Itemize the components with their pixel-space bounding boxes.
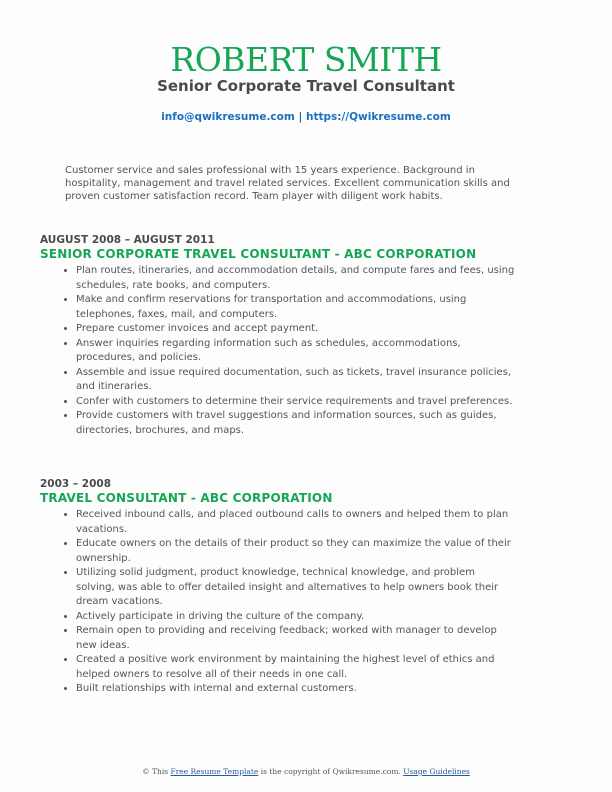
footer [0,767,612,776]
list-item: • Built relationships with internal and external customers. [76,682,516,697]
list-item: • Prepare customer invoices and accept payment. [76,322,516,337]
list-item: • Plan routes, itineraries, and accommodation details, and compute fares and fees, using schedules, rate books, and computers. [76,264,516,293]
list-item: • Remain open to providing and receiving feedback; worked with manager to develop new ideas. [76,624,516,653]
job-bullets [40,508,516,697]
list-item: • Make and confirm reservations for transportation and accommodations, using telephones, faxes, mail, and computers. [76,293,516,322]
footer-copyright: is the copyright of Qwikresume.com. [260,767,401,776]
list-item: • Confer with customers to determine their service requirements and travel preferences. [76,395,516,410]
free-resume-template-link[interactable]: Free Resume Template [170,767,259,776]
job-dates: AUGUST 2008 – AUGUST 2011 [40,234,215,246]
job-dates: 2003 – 2008 [40,478,112,490]
list-item: • Answer inquiries regarding information such as schedules, accommodations, procedures, and policies. [76,337,516,366]
experience-section-1 [40,234,540,438]
list-item: • Actively participate in driving the culture of the company. [76,610,516,625]
list-item: • Educate owners on the details of their product so they can maximize the value of their ownership. [76,537,516,566]
summary: Customer service and sales professional with 15 years experience. Background in hospitality, management and travel related services. Excellent communication skills and proven customer satisfaction record. Team player with diligent work habits. [65,165,510,202]
website-link[interactable]: https://Qwikresume.com [305,111,451,123]
list-item: • Assemble and issue required documentation, such as tickets, travel insurance policies, and itineraries. [76,366,516,395]
list-item: • Created a positive work environment by maintaining the highest level of ethics and helped owners to resolve all of their needs in one call. [76,653,516,682]
job-role: SENIOR CORPORATE TRAVEL CONSULTANT - ABC CORPORATION [40,247,477,261]
list-item: • Received inbound calls, and placed outbound calls to owners and helped them to plan vacations. [76,508,516,537]
job-role: TRAVEL CONSULTANT - ABC CORPORATION [40,491,333,505]
footer-prefix: © This [142,767,169,776]
job-bullets [40,264,516,438]
experience-section-2 [40,478,540,697]
list-item: • Provide customers with travel suggestions and information sources, such as guides, directories, brochures, and maps. [76,409,516,438]
job-title: Senior Corporate Travel Consultant [157,77,455,95]
separator: | [298,111,303,123]
email-link[interactable]: info@qwikresume.com [161,111,295,123]
usage-guidelines-link[interactable]: Usage Guidelines [403,767,470,776]
contact-line [0,111,612,123]
list-item: • Utilizing solid judgment, product knowledge, technical knowledge, and problem solving, was able to offer detailed insight and alternatives to help owners book their dream vacations. [76,566,516,610]
candidate-name: ROBERT SMITH [170,40,442,79]
